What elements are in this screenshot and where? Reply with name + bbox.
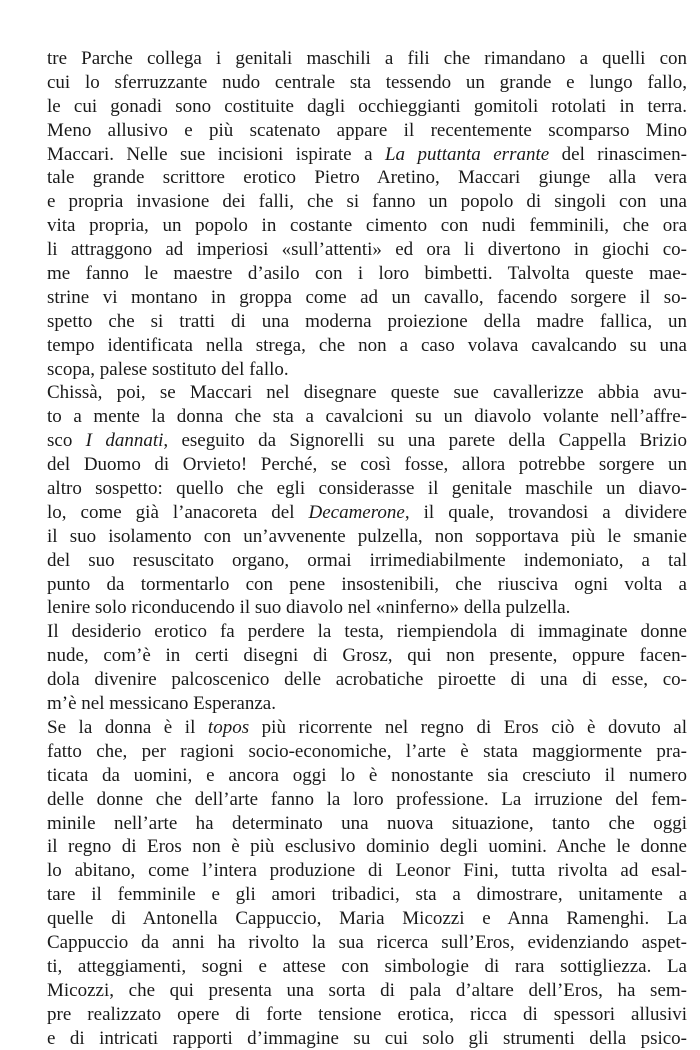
text-line xyxy=(47,334,687,358)
text-run: lo, come già l’anacoreta del xyxy=(47,501,309,523)
text-line xyxy=(47,47,687,71)
text-line xyxy=(47,1027,687,1050)
text-line xyxy=(47,955,687,979)
text-run: dola divenire palcoscenico delle acrobatiche piroette di una di esse, co- xyxy=(47,669,687,691)
text-line xyxy=(47,931,687,955)
text-line xyxy=(47,788,687,812)
text-line xyxy=(47,812,687,836)
text-line xyxy=(47,143,687,167)
italic-title: Decamerone xyxy=(308,501,405,523)
text-run: sco xyxy=(47,430,86,452)
text-line xyxy=(47,477,687,501)
text-line xyxy=(47,190,687,214)
text-run: , eseguito da Signorelli su una parete della Cappella Brizio xyxy=(163,430,688,452)
text-run: Cappuccio da anni ha rivolto la sua ricerca sull’Eros, evidenziando aspet- xyxy=(47,931,687,953)
text-line xyxy=(47,859,687,883)
text-run: nude, com’è in certi disegni di Grosz, qui non presente, oppure facen- xyxy=(47,645,687,667)
text-line xyxy=(47,95,687,119)
text-run: del Duomo di Orvieto! Perché, se così fosse, allora potrebbe sorgere un xyxy=(47,454,687,476)
text-run: altro sospetto: quello che egli considerasse il genitale maschile un diavo- xyxy=(47,478,687,500)
text-line xyxy=(47,549,687,573)
text-line xyxy=(47,740,687,764)
text-line xyxy=(47,692,687,716)
text-run: del suo resuscitato organo, ormai irrimediabilmente indemoniato, a tal xyxy=(47,549,687,571)
text-run: li attraggono ad imperiosi «sull’attenti» ed ora li divertono in giochi co- xyxy=(47,239,687,261)
text-run: cui lo sferruzzante nudo centrale sta tessendo un grande e lungo fallo, xyxy=(47,71,687,93)
text-line xyxy=(47,883,687,907)
text-run: quelle di Antonella Cappuccio, Maria Micozzi e Anna Ramenghi. La xyxy=(47,908,687,930)
text-line xyxy=(47,835,687,859)
text-line xyxy=(47,286,687,310)
text-run: , il quale, trovandosi a dividere xyxy=(404,501,687,523)
text-run: to a mente la donna che sta a cavalcioni su un diavolo volante nell’affre- xyxy=(47,406,687,428)
text-line xyxy=(47,119,687,143)
text-line xyxy=(47,764,687,788)
text-run: e propria invasione dei falli, che si fanno un popolo di singoli con una xyxy=(47,191,687,213)
text-line xyxy=(47,1003,687,1027)
text-line xyxy=(47,238,687,262)
text-line xyxy=(47,310,687,334)
text-run: Se la donna è il xyxy=(47,716,208,738)
text-run: tempo identificata nella strega, che non a caso volava cavalcando su una xyxy=(47,334,687,356)
text-run: e di intricati rapporti d’immagine su cui solo gli strumenti della psico- xyxy=(47,1027,687,1049)
italic-title: topos xyxy=(207,716,250,738)
text-line xyxy=(47,979,687,1003)
text-line xyxy=(47,596,687,620)
text-run: m’è nel messicano Esperanza. xyxy=(47,693,276,715)
text-line xyxy=(47,525,687,549)
text-line xyxy=(47,716,687,740)
text-run: tare il femminile e gli amori tribadici, sta a dimostrare, unitamente a xyxy=(47,884,687,906)
text-line xyxy=(47,644,687,668)
text-line xyxy=(47,262,687,286)
text-line xyxy=(47,71,687,95)
italic-title: I dannati xyxy=(85,430,164,452)
text-run: minile nell’arte ha determinato una nuova situazione, tanto che oggi xyxy=(47,812,687,834)
text-run: le cui gonadi sono costituite dagli occhieggianti gomitoli rotolati in terra. xyxy=(47,95,687,117)
text-run: il suo isolamento con un’avvenente pulzella, non sopportava più le smanie xyxy=(47,525,687,547)
text-run: ti, atteggiamenti, sogni e attese con simbologie di rara sottigliezza. La xyxy=(47,955,687,977)
document-page xyxy=(47,47,687,1050)
text-run: Maccari. Nelle sue incisioni ispirate a xyxy=(47,143,385,165)
text-run: Meno allusivo e più scatenato appare il recentemente scomparso Mino xyxy=(47,119,687,141)
text-line xyxy=(47,501,687,525)
text-run: strine vi montano in groppa come ad un cavallo, facendo sorgere il so- xyxy=(47,286,687,308)
text-line xyxy=(47,358,687,382)
text-run: delle donne che dell’arte fanno la loro professione. La irruzione del fem- xyxy=(47,788,687,810)
text-run: Il desiderio erotico fa perdere la testa, riempiendola di immaginate donne xyxy=(47,621,687,643)
text-run: Chissà, poi, se Maccari nel disegnare queste sue cavallerizze abbia avu- xyxy=(47,382,687,404)
text-run: scopa, palese sostituto del fallo. xyxy=(47,358,289,380)
text-run: il regno di Eros non è più esclusivo dominio degli uomini. Anche le donne xyxy=(47,836,687,858)
italic-title: La puttanta errante xyxy=(384,143,550,165)
text-line xyxy=(47,907,687,931)
text-line xyxy=(47,381,687,405)
text-line xyxy=(47,405,687,429)
text-line xyxy=(47,453,687,477)
text-run: lenire solo riconducendo il suo diavolo nel «ninferno» della pulzella. xyxy=(47,597,571,619)
text-run: tre Parche collega i genitali maschili a fili che rimandano a quelli con xyxy=(47,48,687,69)
text-run: tale grande scrittore erotico Pietro Aretino, Maccari giunge alla vera xyxy=(47,167,687,189)
text-line xyxy=(47,573,687,597)
text-run: Micozzi, che qui presenta una sorta di pala d’altare dell’Eros, ha sem- xyxy=(47,979,687,1001)
text-line xyxy=(47,620,687,644)
text-run: fatto che, per ragioni socio-economiche, l’arte è stata maggiormente pra- xyxy=(47,740,687,762)
text-run: del rinascimen- xyxy=(549,143,687,165)
text-run: me fanno le maestre d’asilo con i loro bimbetti. Talvolta queste mae- xyxy=(47,263,687,285)
text-run: vita propria, un popolo in costante cimento con nudi femminili, che ora xyxy=(47,215,687,237)
text-run: lo abitano, come l’intera produzione di Leonor Fini, tutta rivolta ad esal- xyxy=(47,860,687,882)
text-line xyxy=(47,214,687,238)
text-run: più ricorrente nel regno di Eros ciò è dovuto al xyxy=(249,716,687,738)
text-run: pre realizzato opere di forte tensione erotica, ricca di spessori allusivi xyxy=(47,1003,687,1025)
text-run: punto da tormentarlo con pene insostenibili, che riusciva ogni volta a xyxy=(47,573,687,595)
text-run: ticata da uomini, e ancora oggi lo è nonostante sia cresciuto il numero xyxy=(47,764,687,786)
text-run: spetto che si tratti di una moderna proiezione della madre fallica, un xyxy=(47,310,687,332)
text-line xyxy=(47,166,687,190)
text-line xyxy=(47,668,687,692)
text-line xyxy=(47,429,687,453)
